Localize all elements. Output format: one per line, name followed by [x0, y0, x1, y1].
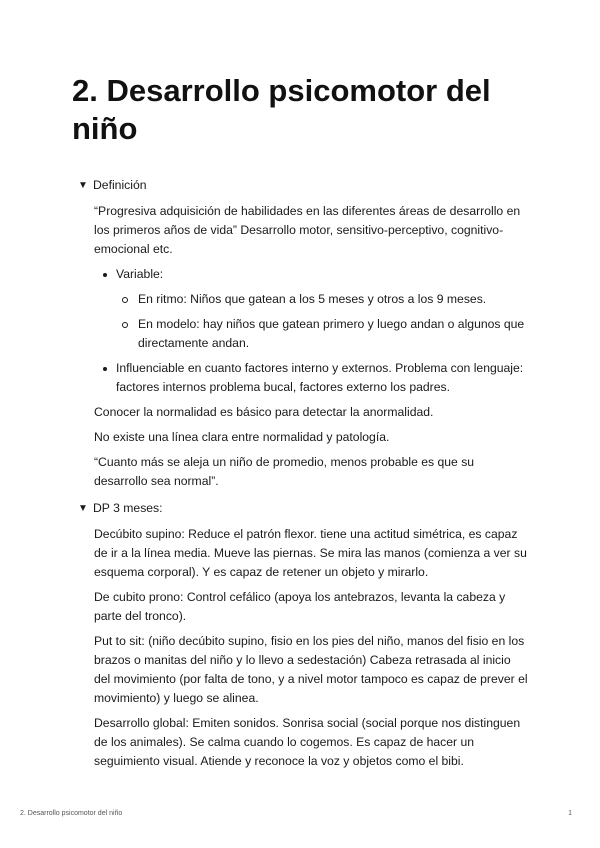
- definition-quote: “Progresiva adquisición de habilidades en las diferentes áreas de desarrollo en los primeros años de vida” Desarrollo motor, sensitivo-perceptivo, cognitivo-emocional etc.: [94, 204, 521, 256]
- paragraph: “Cuanto más se aleja un niño de promedio, menos probable es que su desarrollo sea normal”.: [94, 455, 475, 488]
- sub-list-item-text: En ritmo: Niños que gatean a los 5 meses y otros a los 9 meses.: [138, 292, 487, 306]
- bullet-dot-icon: [103, 367, 107, 371]
- toggle-body-dp-3-meses: [78, 525, 528, 771]
- triangle-down-icon[interactable]: ▼: [78, 180, 88, 191]
- toggle-header-dp-3-meses[interactable]: [78, 499, 528, 518]
- sub-bullet-list: [116, 290, 528, 353]
- toggle-title: DP 3 meses:: [93, 501, 163, 515]
- sub-list-item: [116, 315, 528, 353]
- paragraph: No existe una línea clara entre normalidad y patología.: [94, 430, 390, 444]
- paragraph: Conocer la normalidad es básico para detectar la anormalidad.: [94, 405, 434, 419]
- bullet-list: [94, 265, 528, 397]
- paragraph: De cubito prono: Control cefálico (apoya los antebrazos, levanta la cabeza y parte del tronco).: [94, 590, 506, 623]
- paragraph: Decúbito supino: Reduce el patrón flexor. tiene una actitud simétrica, es capaz de ir a la línea media. Mueve las piernas. Se mira las manos (comienza a ver su esquema corporal). Y es capaz de retener un objeto y mirarlo.: [94, 527, 527, 579]
- page-title: 2. Desarrollo psicomotor del niño: [72, 73, 491, 146]
- sub-list-item-text: En modelo: hay niños que gatean primero y luego andan o algunos que directamente andan.: [138, 317, 525, 350]
- bullet-circle-icon: [122, 297, 128, 303]
- bullet-dot-icon: [103, 273, 107, 277]
- footer-doc-title: 2. Desarrollo psicomotor del niño: [20, 810, 123, 817]
- list-item-text: Variable:: [116, 267, 164, 281]
- list-item-text: Influenciable en cuanto factores interno y externos. Problema con lenguaje: factores internos problema bucal, factores externo los padres.: [116, 361, 524, 394]
- triangle-down-icon[interactable]: ▼: [78, 503, 88, 514]
- paragraph: Put to sit: (niño decúbito supino, fisio en los pies del niño, manos del fisio en los brazos o manitas del niño y lo llevo a sedestación) Cabeza retrasada al inicio del movimiento (por falta de tono, y a nivel motor tampoco es capaz de prever el movimiento) y luego se alinea.: [94, 634, 528, 705]
- toggle-dp-3-meses: [78, 499, 528, 771]
- list-item: [94, 359, 528, 397]
- toggle-title: Definición: [93, 178, 147, 192]
- sub-list-item: [116, 290, 528, 309]
- toggle-definicion: [78, 176, 528, 491]
- paragraph: Desarrollo global: Emiten sonidos. Sonrisa social (social porque nos distinguen de los animales). Se calma cuando lo cogemos. Es capaz de hacer un seguimiento visual. Atiende y reconoce la voz y objetos como el bibi.: [94, 716, 521, 768]
- document-body: [78, 176, 528, 777]
- toggle-header-definicion[interactable]: [78, 176, 528, 195]
- toggle-body-definicion: [78, 202, 528, 491]
- page-number: 1: [568, 810, 572, 817]
- list-item: [94, 265, 528, 353]
- bullet-circle-icon: [122, 322, 128, 328]
